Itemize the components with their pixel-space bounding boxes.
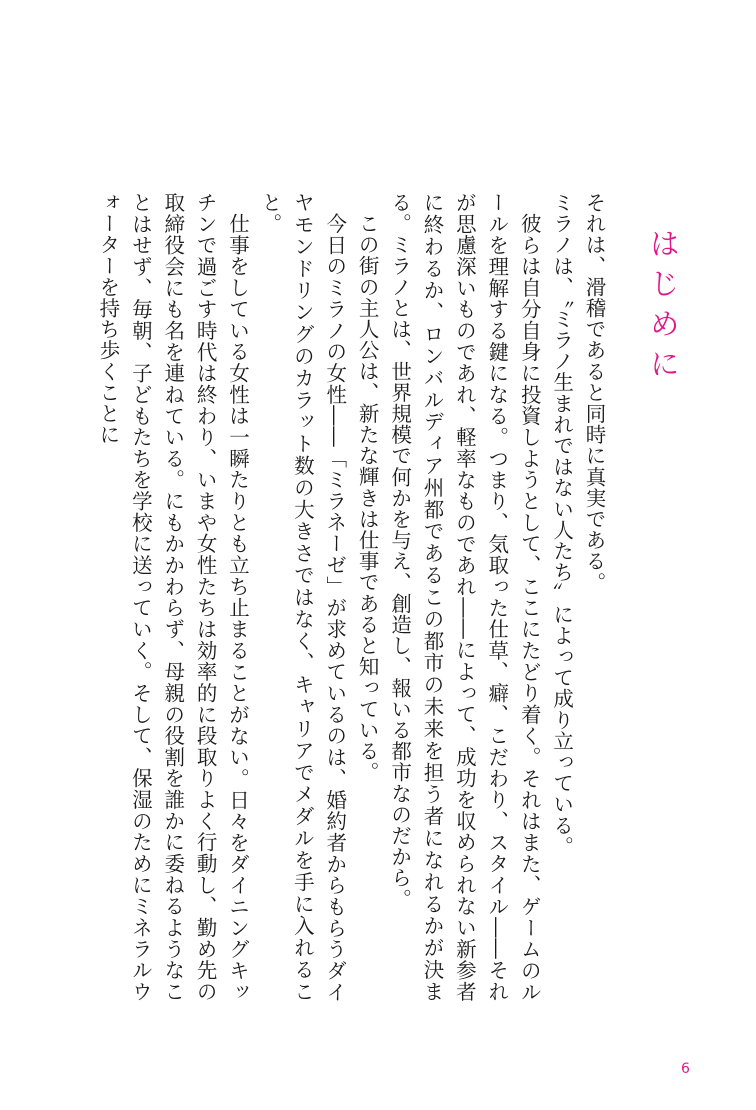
paragraph: この街の主人公は、新たな輝きは仕事であると知っている。 <box>355 212 380 783</box>
body-text <box>95 192 610 1002</box>
paragraph: 彼らは自分自身に投資しようとして、ここにたどり着く。それはまた、ゲームのルールを理解する鍵になる。つまり、気取った仕草、癖、こだわり、スタイル――それが思慮深いものであれ、軽率なものであれ――によって、成功を収められない新参者に終わるか、ロンバルディア州都であるこの都市の未来を担う者になれるかが決まる。ミラノとは、世界規模で何かを与え、創造し、報いる都市なのだから。 <box>387 192 542 1002</box>
chapter-heading: はじめに <box>643 228 679 388</box>
paragraph: ミラノは、〝ミラノ生まれではない人たち〟によって成り立っている。 <box>549 192 574 857</box>
paragraph: 仕事をしている女性は一瞬たりとも立ち止まることがない。日々をダイニングキッチンで過ごす時代は終わり、いまや女性たちは効率的に段取りよく行動し、勤め先の取締役会にも名を連ねている。にもかかわらず、母親の役割を誰かに委ねるようなことはせず、毎朝、子どもたちを学校に送っていく。そして、保湿のためにミネラルウォーターを持ち歩くことに <box>95 192 250 1002</box>
paragraph: 今日のミラノの女性――「ミラネーゼ」が求めているのは、婚約者からもらうダイヤモンドリングのカラット数の大きさではなく、キャリアでメダルを手に入れること。 <box>257 192 347 1002</box>
page-number: 6 <box>681 1061 690 1077</box>
paragraph: それは、滑稽であると同時に真実である。 <box>582 192 606 593</box>
